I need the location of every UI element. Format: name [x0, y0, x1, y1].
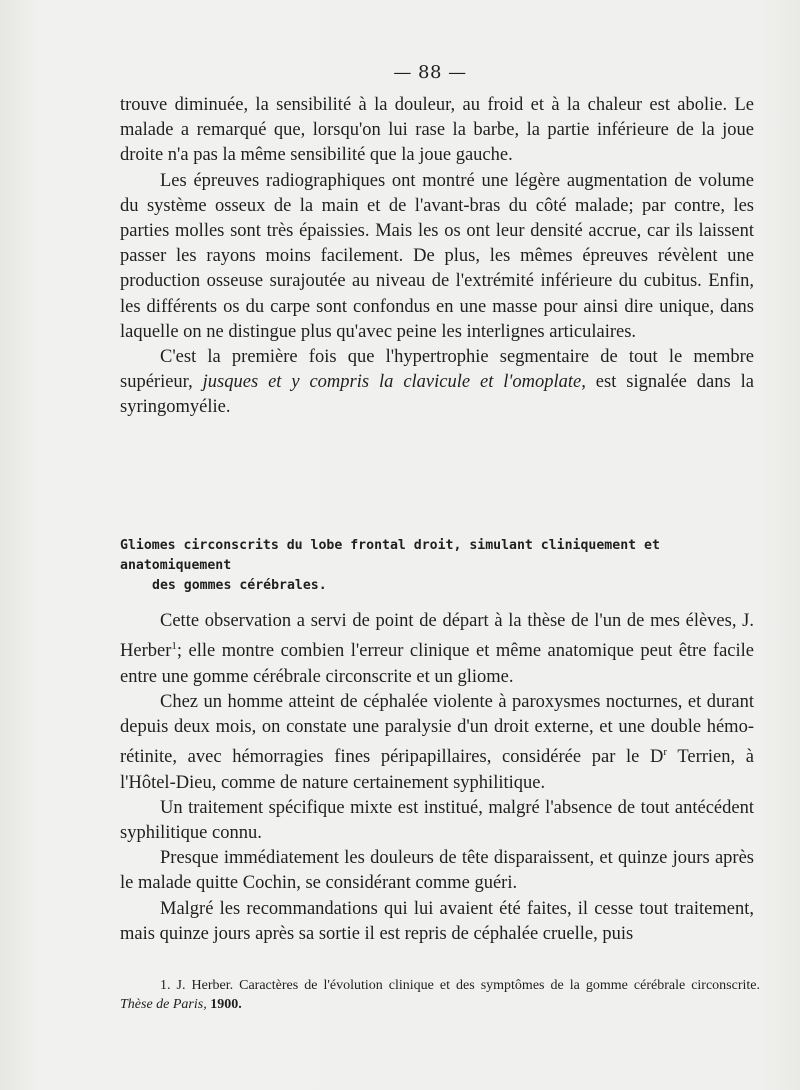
paragraph: Presque immédiatement les douleurs de tête disparaissent, et quinze jours après le malade quitte Cochin, se considérant comme guéri.	[120, 848, 754, 894]
text-span: est signalée dans la syringomyélie.	[120, 372, 754, 418]
text-span: Chez un homme atteint de céphalée violente à paroxysmes nocturnes, et durant depuis deux mois, on constate une paralysie d'un droit externe, et une double hémo-rétinite, avec hémorragies fines péripapillaires, considérée par le D	[120, 691, 754, 768]
paragraph-reference	[120, 609, 754, 690]
text-span: ; elle montre combien l'erreur clinique et même anatomique peut être facile entre une gomme cérébrale circonscrite et un gliome.	[120, 641, 754, 687]
paragraph: Malgré les recommandations qui lui avaient été faites, il cesse tout traitement, mais quinze jours après sa sortie il est repris de céphalée cruelle, puis	[120, 898, 754, 944]
italic-phrase: jusques et y compris la clavicule et l'omoplate,	[202, 372, 586, 393]
text-span: Cette observation a servi de point de départ à la thèse de l'un de mes élèves, J. Herber	[120, 611, 754, 662]
footnote-year: 1900.	[206, 997, 242, 1012]
paragraph-emphasis	[120, 345, 754, 421]
text-span: C'est la première fois que l'hypertrophie segmentaire de tout le membre supérieur,	[120, 347, 754, 393]
paragraph-doctor	[120, 690, 754, 796]
paragraph: Les épreuves radiographiques ont montré une légère augmentation de volume du système osseux de la main et de l'avant-bras du côté malade; par contre, les parties molles sont très épaissies. Mais les os ont leur densité accrue, car ils laissent passer les rayons moins facilement. De plus, les mêmes épreuves révèlent une production osseuse surajoutée au niveau de l'extrémité inférieure du cubitus. Enfin, les différents os du carpe sont confondus en une masse pour ainsi dire unique, dans laquelle on ne distingue plus qu'avec peine les interlignes articulaires.	[120, 170, 754, 342]
footnote-italic: Thèse de Paris,	[120, 997, 207, 1012]
superscript: r	[663, 746, 668, 759]
section-title-line: des gommes cérébrales.	[152, 578, 327, 593]
paragraph: trouve diminuée, la sensibilité à la douleur, au froid et à la chaleur est abolie. Le malade a remarqué que, lorsqu'on lui rase la barbe, la partie inférieure de la joue droite n'a pas la même sensibilité que la joue gauche.	[120, 95, 754, 166]
paragraph: Un traitement spécifique mixte est institué, malgré l'absence de tout antécédent syphilitique connu.	[120, 797, 754, 843]
section-title	[120, 536, 760, 596]
body-text-bottom	[120, 609, 754, 947]
footnote-text: 1. J. Herber. Caractères de l'évolution clinique et des symptômes de la gomme cérébrale circonscrite.	[160, 978, 760, 993]
footnote	[120, 976, 760, 1014]
footnote-marker: 1	[171, 640, 177, 653]
section-title-line: Gliomes circonscrits du lobe frontal droit, simulant cliniquement et anatomiquement	[120, 538, 660, 573]
text-span: Terrien, à l'Hôtel-Dieu, comme de nature certainement syphilitique.	[120, 747, 754, 793]
page-number: — 88 —	[393, 62, 467, 83]
body-text-top	[120, 93, 754, 421]
